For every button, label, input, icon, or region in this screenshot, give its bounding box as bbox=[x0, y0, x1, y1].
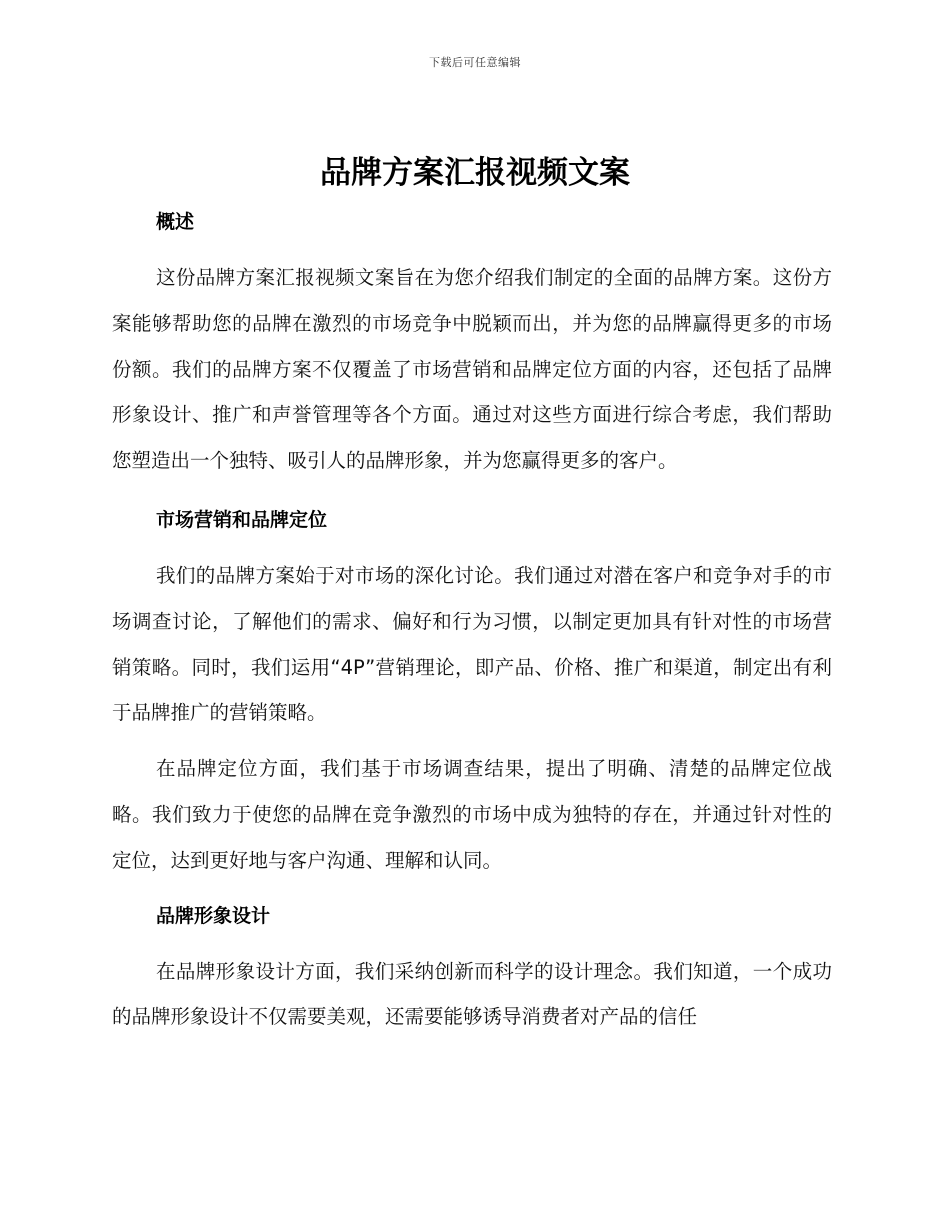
page-header-note: 下载后可任意编辑 bbox=[429, 56, 521, 69]
document-body bbox=[112, 200, 832, 1040]
paragraph-positioning: 在品牌定位方面，我们基于市场调查结果，提出了明确、清楚的品牌定位战略。我们致力于使您的品牌在竞争激烈的市场中成为独特的存在，并通过针对性的定位，达到更好地与客户沟通、理解和认同。 bbox=[112, 757, 832, 872]
section-heading-marketing-positioning: 市场营销和品牌定位 bbox=[156, 508, 328, 531]
section-heading-overview: 概述 bbox=[156, 211, 195, 233]
paragraph-marketing: 我们的品牌方案始于对市场的深化讨论。我们通过对潜在客户和竞争对手的市场调查讨论，了解他们的需求、偏好和行为习惯，以制定更加具有针对性的市场营销策略。同时，我们运用“4P”营销理论，即产品、价格、推广和渠道，制定出有利于品牌推广的营销策略。 bbox=[112, 563, 832, 725]
document-title: 品牌方案汇报视频文案 bbox=[320, 155, 630, 191]
paragraph-brand-image-design: 在品牌形象设计方面，我们采纳创新而科学的设计理念。我们知道，一个成功的品牌形象设计不仅需要美观，还需要能够诱导消费者对产品的信任 bbox=[112, 959, 832, 1029]
section-heading-brand-image-design: 品牌形象设计 bbox=[156, 904, 271, 927]
paragraph-overview: 这份品牌方案汇报视频文案旨在为您介绍我们制定的全面的品牌方案。这份方案能够帮助您的品牌在激烈的市场竞争中脱颖而出，并为您的品牌赢得更多的市场份额。我们的品牌方案不仅覆盖了市场营销和品牌定位方面的内容，还包括了品牌形象设计、推广和声誉管理等各个方面。通过对这些方面进行综合考虑，我们帮助您塑造出一个独特、吸引人的品牌形象，并为您赢得更多的客户。 bbox=[112, 266, 832, 473]
